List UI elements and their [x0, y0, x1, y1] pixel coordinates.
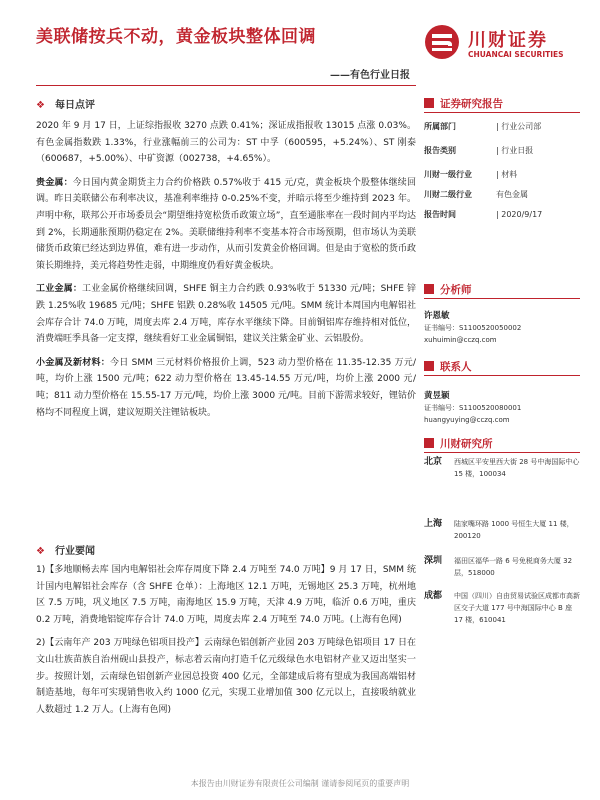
square-bullet-icon — [424, 98, 434, 108]
logo-english-name: CHUANCAI SECURITIES — [468, 50, 564, 59]
market-paragraph: 2020 年 9 月 17 日，上证综指报收 3270 点跌 0.41%；深证成指报收 13015 点涨 0.03%。有色金属指数跌 1.33%，行业涨幅前三的公司为：ST 中孚（600595，+5.24%）、ST 刚泰（600687，+5.00%）、中矿资源（002738，+4.65%）。 — [36, 121, 416, 165]
analyst-name: 许恩敏 — [424, 311, 450, 321]
contact-heading: 联系人 — [424, 359, 580, 375]
square-bullet-icon — [424, 361, 434, 371]
report-subtitle: ——有色行业日报 — [330, 70, 410, 81]
minor-label: 小金属及新材料： — [36, 357, 110, 368]
analyst-heading: 分析师 — [424, 282, 580, 298]
contact-name: 黄昱颖 — [424, 391, 450, 401]
section-daily-review: ❖ 每日点评 — [36, 100, 95, 111]
institute-heading: 川财研究所 — [424, 436, 580, 452]
analyst-email[interactable]: xuhuimin@cczq.com — [424, 336, 497, 344]
news-item: 1)【多地顺畅去库 国内电解铝社会库存周度下降 2.4 万吨至 74.0 万吨】9 月 17 日，SMM 统计国内电解铝社会库存（含 SHFE 仓单）：上海地区 12.1 万吨，无锡地区 25.3 万吨，杭州地区 7.5 万吨，巩义地区 7.5 万吨，南海地区 15.9 万吨，天津 4.9 万吨，临沂 0.6 万吨，重庆 0.2 万吨，消费地铝锭库存合计 74.0 万吨，周度去库 2.4 万吨至 74.0 万吨。(上海有色网) — [36, 565, 416, 625]
contact-email[interactable]: huangyuying@cczq.com — [424, 416, 510, 424]
news-item: 2)【云南年产 203 万吨绿色铝项目投产】云南绿色铝创新产业园 203 万吨绿色铝项目 17 日在文山壮族苗族自治州砚山县投产，标志着云南向打造千亿元级绿色水电铝材产业又迈出坚实一步。按照计划，云南绿色铝创新产业园总投资 400 亿元，全部建成后将有望成为我国高端铝材制造基地，每年可实现销售收入约 1000 亿元，实现工业增加值 300 亿元以上，直接吸纳就业人数超过 1.2 万人。(上海有色网) — [36, 638, 417, 715]
info-row: 川财一级行业 | 材料 — [424, 170, 518, 179]
square-bullet-icon — [424, 284, 434, 294]
page-footer: 本报告由川财证券有限责任公司编制 谨请参阅尾页的重要声明 — [190, 779, 410, 788]
industrial-metals-paragraph: 工业金属：工业金属价格继续回调，SHFE 铜主力合约跌 0.93%收于 51330 元/吨；SHFE 锌跌 1.25%收 19685 元/吨；SHFE 铝跌 0.28%收 14505 元/吨。SMM 统计本周国内电解铝社会库存合计 74.0 万吨，周度去库 2.4 万吨，库存水平继续下降。目前铜铝库存维持相对低位，消费端旺季具备一定支撑，继续看好工业金属铜铝，建议关注紫金矿业、云铝股份。 — [36, 284, 416, 345]
logo-chinese-name: 川财证券 — [468, 30, 548, 51]
info-row: 报告时间 | 2020/9/17 — [424, 210, 543, 219]
industry-news-body — [36, 562, 416, 725]
precious-metals-paragraph: 贵金属：今日国内黄金期货主力合约价格跌 0.57%收于 415 元/克，黄金板块个股整体继续回调。昨日美联储公布利率决议，基准利率维持 0-0.25%不变，并暗示将至少维持到 2023 年。声明中称，联邦公开市场委员会“期望维持宽松货币政策立场”，直至通胀率在一段时间内平均达到 2%，长期通胀预期仍稳定在 2%。美联储维持利率不变基本符合市场预期，但市场认为美联储货币政策已经达到边界值，难有进一步动作，从而引发黄金价格回调。但是由于宽松的货币政策长期维持，美元将趋势性走弱，中期维度仍看好黄金板块。 — [36, 177, 416, 271]
industrial-label: 工业金属： — [36, 284, 83, 295]
diamond-icon: ❖ — [36, 546, 45, 557]
square-bullet-icon — [424, 438, 434, 448]
daily-review-body — [36, 118, 416, 428]
section-industry-news: ❖ 行业要闻 — [36, 546, 95, 557]
info-row: 报告类别 | 行业日报 — [424, 146, 534, 155]
chuancai-logo-icon — [424, 24, 460, 60]
header-divider — [36, 85, 416, 86]
info-row: 川财二级行业 有色金属 — [424, 190, 528, 199]
minor-metals-paragraph: 小金属及新材料：今日 SMM 三元材料价格报价上调，523 动力型价格在 11.35-12.35 万元/吨，均价上涨 1500 元/吨；622 动力型价格在 13.45-14.55 万元/吨，均价上涨 2000 元/吨；811 动力型价格在 15.55-17 万元/吨，均价上涨 3000 元/吨。目前下游需求较好，锂钴价格均不同程度上调，建议短期关注锂钴板块。 — [36, 357, 416, 418]
precious-label: 贵金属： — [36, 177, 73, 188]
info-row: 所属部门 | 行业公司部 — [424, 122, 542, 131]
company-logo — [424, 24, 574, 66]
report-title: 美联储按兵不动，黄金板块整体回调 — [36, 27, 316, 47]
diamond-icon: ❖ — [36, 100, 45, 111]
report-info-heading: 证券研究报告 — [424, 96, 580, 112]
analyst-cert: 证书编号：S1100520050002 — [424, 324, 522, 332]
contact-cert: 证书编号：S1100520080001 — [424, 404, 522, 412]
